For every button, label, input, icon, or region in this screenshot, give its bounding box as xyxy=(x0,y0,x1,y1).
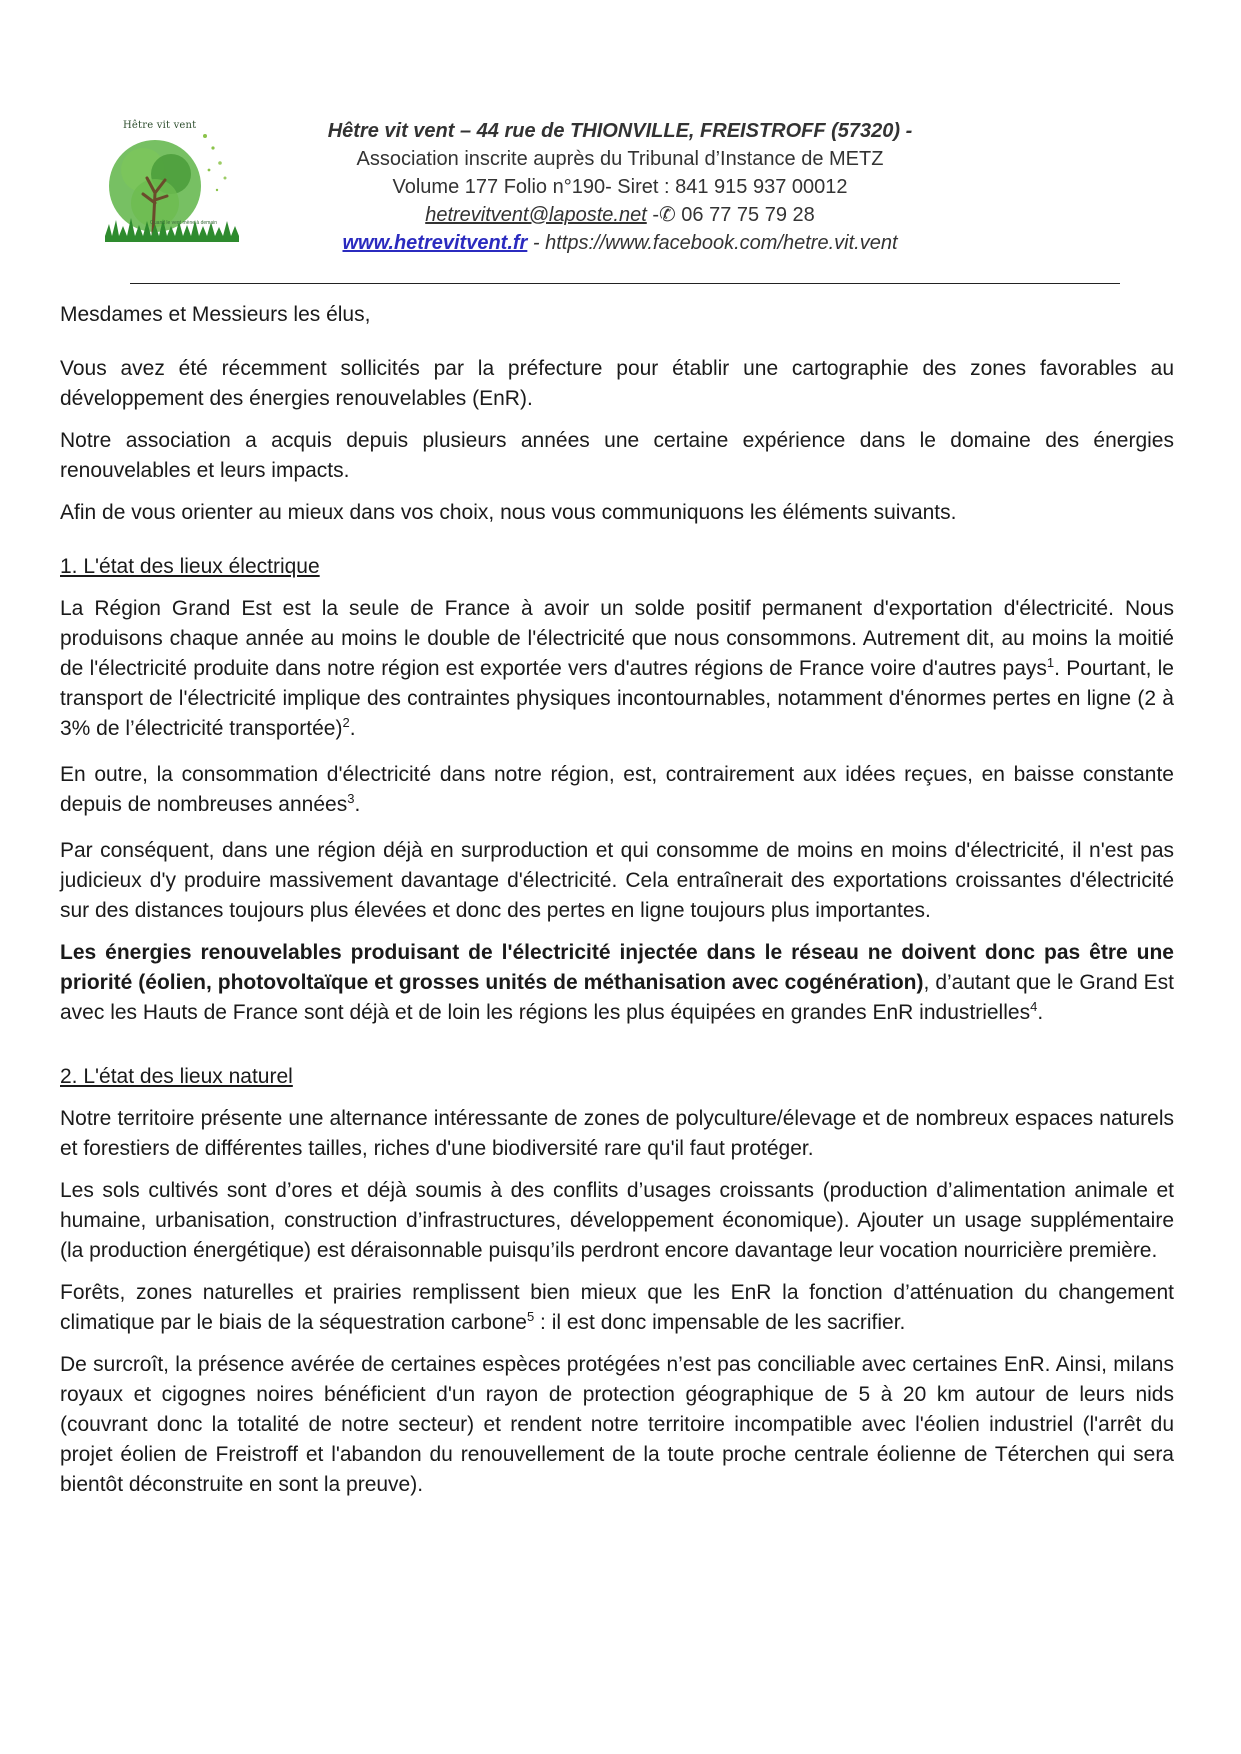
electrical-paragraph-2 xyxy=(60,760,1174,820)
footnote-ref-1: 1 xyxy=(1046,655,1055,670)
salutation: Mesdames et Messieurs les élus, xyxy=(60,303,371,326)
association-registration: Association inscrite auprès du Tribunal d’Instance de METZ xyxy=(356,148,884,170)
paragraph-text: En outre, la consommation d'électricité dans notre région, est, contrairement aux idées reçues, en baisse constante depuis de nombreuses années xyxy=(60,763,1174,816)
letterhead xyxy=(0,0,1241,300)
paragraph-text: , d’autant que le Grand Est avec les Hauts de France sont déjà et de loin les régions les plus équipées en grandes EnR industrielles xyxy=(60,971,1174,1024)
natural-paragraph-4: De surcroît, la présence avérée de certaines espèces protégées n’est pas conciliable avec certaines EnR. Ainsi, milans royaux et cigognes noires bénéficient d'un rayon de protection géographique de 5 à 20 km autour de leurs nids (couvrant donc la totalité de notre secteur) et rendent notre territoire incompatible avec l'éolien industriel (l'arrêt du projet éolien de Freistroff et l'abandon du renouvellement de la toute proche centrale éolienne de Téterchen qui sera bientôt déconstruite en sont la preuve). xyxy=(60,1353,1174,1496)
footnote-ref-2: 2 xyxy=(342,715,350,730)
association-siret: Volume 177 Folio n°190- Siret : 841 915 937 00012 xyxy=(392,176,848,198)
email-link[interactable]: hetrevitvent@laposte.net xyxy=(425,204,647,226)
logo-tagline: Quand le vent mène à demain xyxy=(150,220,217,226)
natural-paragraph-3 xyxy=(60,1278,1174,1338)
footnote-ref-4: 4 xyxy=(1030,999,1038,1014)
section-heading-natural: 2. L'état des lieux naturel xyxy=(60,1065,293,1088)
paragraph-text: Forêts, zones naturelles et prairies remplissent bien mieux que les EnR la fonction d’atténuation du changement climatique par le biais de la séquestration carbone xyxy=(60,1281,1174,1334)
paragraph-text: : il est donc impensable de les sacrifier. xyxy=(534,1311,906,1334)
footnote-ref-5: 5 xyxy=(526,1309,535,1324)
header-divider xyxy=(130,283,1120,284)
association-logo xyxy=(105,108,247,250)
association-details xyxy=(290,117,950,257)
electrical-paragraph-1 xyxy=(60,594,1174,744)
electrical-paragraph-3: Par conséquent, dans une région déjà en surproduction et qui consomme de moins en moins d'électricité, il n'est pas judicieux d'y produire massivement davantage d'électricité. Cela entraînerait des exportations croissantes d'électricité sur des distances toujours plus élevées et donc des pertes en ligne toujours plus importantes. xyxy=(60,839,1174,922)
letter-body xyxy=(60,300,1174,1500)
bold-conclusion: Les énergies renouvelables produisant de l'électricité injectée dans le réseau ne doivent donc pas être une priorité (éolien, photovoltaïque et grosses unités de méthanisation avec cogénération) xyxy=(60,941,1174,994)
paragraph-text: . xyxy=(1037,1001,1044,1024)
association-title: Hêtre vit vent – 44 rue de THIONVILLE, FREISTROFF (57320) - xyxy=(327,120,913,142)
paragraph-text: . Pourtant, le transport de l'électricité implique des contraintes physiques incontournables, notamment d'énormes pertes en ligne (2 à 3% de l’électricité transportée) xyxy=(60,657,1174,740)
paragraph-text: . xyxy=(349,717,356,740)
intro-paragraph-1: Vous avez été récemment sollicités par la préfecture pour établir une cartographie des zones favorables au développement des énergies renouvelables (EnR). xyxy=(60,357,1174,410)
contact-line xyxy=(290,201,950,229)
facebook-link[interactable]: - https://www.facebook.com/hetre.vit.vent xyxy=(527,232,898,254)
paragraph-text: La Région Grand Est est la seule de France à avoir un solde positif permanent d'exportation d'électricité. Nous produisons chaque année au moins le double de l'électricité que nous consommons. Autrement dit, au moins la moitié de l'électricité produite dans notre région est exportée vers d'autres régions de France voire d'autres pays xyxy=(60,597,1174,680)
logo-text: Hêtre vit vent xyxy=(123,120,197,131)
electrical-paragraph-4 xyxy=(60,938,1174,1028)
paragraph-text: . xyxy=(354,793,361,816)
natural-paragraph-2: Les sols cultivés sont d’ores et déjà soumis à des conflits d’usages croissants (production d’alimentation animale et humaine, urbanisation, construction d’infrastructures, développement économique). Ajouter un usage supplémentaire (la production énergétique) est déraisonnable puisqu’ils perdront encore davantage leur vocation nourricière première. xyxy=(60,1179,1174,1262)
website-link[interactable]: www.hetrevitvent.fr xyxy=(342,232,528,254)
natural-paragraph-1: Notre territoire présente une alternance intéressante de zones de polyculture/élevage et de nombreux espaces naturels et forestiers de différentes tailles, riches d'une biodiversité rare qu'il faut protéger. xyxy=(60,1107,1174,1160)
intro-paragraph-3: Afin de vous orienter au mieux dans vos choix, nous vous communiquons les éléments suivants. xyxy=(60,501,957,524)
web-line xyxy=(290,229,950,257)
section-heading-electrical: 1. L'état des lieux électrique xyxy=(60,555,320,578)
intro-paragraph-2: Notre association a acquis depuis plusieurs années une certaine expérience dans le domaine des énergies renouvelables et leurs impacts. xyxy=(60,429,1174,482)
phone-number: -✆ 06 77 75 79 28 xyxy=(646,204,815,226)
footnote-ref-3: 3 xyxy=(347,791,355,806)
